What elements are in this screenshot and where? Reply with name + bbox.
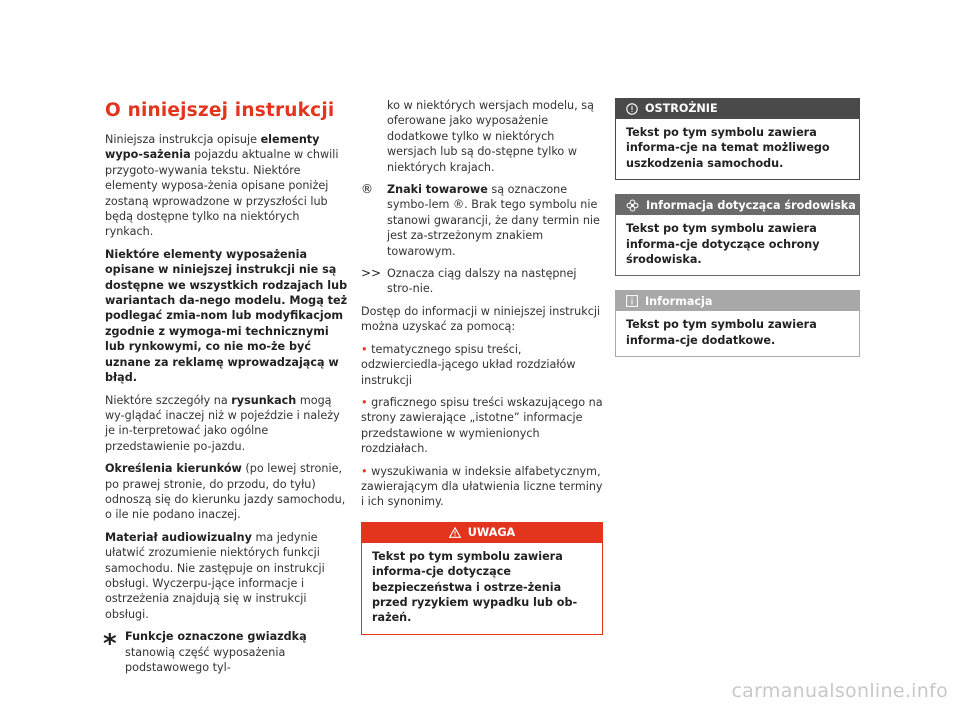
bullet-text: tematycznego spisu treści, odzwierciedla-jącego układ rozdziałów instrukcji <box>361 342 576 387</box>
paragraph-text: są oznaczone symbo-lem ®. Brak tego symbolu nie stanowi gwarancji, że dany termin nie jest za-strzeżonym znakiem towarowym. <box>387 183 600 258</box>
bold-term: Znaki towarowe <box>387 183 488 197</box>
info-box-text: Tekst po tym symbolu zawiera informa-cje dodatkowe. <box>626 318 817 347</box>
environment-box <box>615 194 860 276</box>
paragraph-access: Dostęp do informacji w niniejszej instrukcji można uzyskać za pomocą: <box>361 304 601 334</box>
paragraph-directions <box>105 461 349 523</box>
column-right <box>615 98 860 371</box>
info-box <box>615 290 860 357</box>
paragraph-text: Niektóre szczegóły na <box>105 393 232 407</box>
paragraph-equipment <box>105 132 349 240</box>
paragraph-continuation <box>361 266 603 297</box>
environment-box-header <box>616 195 859 215</box>
column-middle <box>361 98 603 649</box>
bullet-item <box>361 395 603 457</box>
double-chevron-right-icon: >> <box>361 266 382 281</box>
info-box-header <box>616 291 859 311</box>
bold-term: Materiał audiowizualny <box>105 530 252 544</box>
paragraph-text: stanowią część wyposażenia podstawowego tyl- <box>125 645 286 674</box>
paragraph-audiovisual <box>105 530 349 622</box>
info-box-title: Informacja <box>645 294 713 308</box>
caution-box-header <box>616 99 859 119</box>
bullet-item <box>361 342 603 388</box>
paragraph-text: (po lewej stronie, po prawej stronie, do przodu, do tyłu) odnoszą się do kierunku jazdy samochodu, o ile nie podano inaczej. <box>105 462 346 522</box>
paragraph-text: Niniejsza instrukcja opisuje <box>105 133 261 146</box>
caution-box-title: OSTROŻNIE <box>645 102 718 116</box>
paragraph-text: mogą wy-glądać inaczej niż w pojeździe i należy je in-terpretować jako ogólne przedstawienie po-jazdu. <box>105 393 340 453</box>
bold-term: Określenia kierunków <box>105 462 242 476</box>
bold-term: elementy wypo-sażenia <box>105 133 320 162</box>
paragraph-text: ma jedynie ułatwić zrozumienie niektórych funkcji samochodu. Nie zastępuje on instrukcji obsługi. Wyczerpu-jące informacje i ostrzeżenia znajdują się w instrukcji obsługi. <box>105 530 325 621</box>
paragraph-trademarks <box>361 182 603 259</box>
bullet-icon: • <box>361 464 368 478</box>
warning-box-header <box>362 523 602 543</box>
warning-triangle-icon <box>449 527 461 538</box>
bold-term: Funkcje oznaczone gwiazdką <box>125 630 307 644</box>
paragraph-text: pojazdu aktualne w chwili przygoto-wywania tekstu. Niektóre elementy wyposa-żenia opisane poniżej zostaną wprowadzone w przyszłości lub będą dostępne tylko na niektórych rynkach. <box>105 148 339 239</box>
environment-box-text: Tekst po tym symbolu zawiera informa-cje dotyczące ochrony środowiska. <box>626 222 820 267</box>
bullet-item <box>361 464 603 510</box>
watermark: carmanualsonline.info <box>731 680 948 702</box>
column-left <box>105 98 349 682</box>
environment-box-title: Informacja dotycząca środowiska <box>646 198 856 212</box>
page-title: O niniejszej instrukcji <box>105 100 335 121</box>
paragraph-availability-note: Niektóre elementy wyposażenia opisane w niniejszej instrukcji nie są dostępne we wszystkich rodzajach lub wariantach da-nego modelu. Mogą też podlegać zmia-nom lub modyfikacjom zgodnie z wymoga-mi technicznymi lub rynkowymi, co nie mo-że być uznane za reklamę wprowadzającą w błąd. <box>105 247 348 385</box>
paragraph-continued: ko w niektórych wersjach modelu, są oferowane jako wyposażenie dodatkowe tylko w niektórych wersjach lub są do-stępne tylko w niektórych krajach. <box>387 99 594 174</box>
warning-box-text: Tekst po tym symbolu zawiera informa-cje dotyczące bezpieczeństwa i ostrze-żenia przed ryzykiem wypadku lub ob-rażeń. <box>372 549 578 625</box>
paragraph-text: Oznacza ciąg dalszy na następnej stro-nie. <box>387 267 577 296</box>
bullet-icon: • <box>361 342 368 356</box>
bold-term: rysunkach <box>231 393 297 407</box>
exclamation-circle-icon <box>626 103 638 115</box>
info-icon <box>626 295 638 307</box>
paragraph-figures <box>105 393 349 455</box>
asterisk-icon: * <box>103 629 117 660</box>
caution-box <box>615 98 860 180</box>
caution-box-text: Tekst po tym symbolu zawiera informa-cje na temat możliwego uszkodzenia samochodu. <box>626 126 830 170</box>
bullet-text: wyszukiwania w indeksie alfabetycznym, zawierającym dla ułatwienia liczne terminy i ich synonimy. <box>361 464 603 509</box>
bullet-icon: • <box>361 395 368 409</box>
paragraph-star-features <box>105 629 349 675</box>
warning-box-title: UWAGA <box>467 526 516 540</box>
registered-icon: ® <box>361 182 373 197</box>
flower-icon <box>626 199 639 212</box>
warning-box <box>361 522 603 635</box>
bullet-text: graficznego spisu treści wskazującego na strony zawierające „istotne” informacje przedstawione w wymienionych rozdziałach. <box>361 395 603 456</box>
